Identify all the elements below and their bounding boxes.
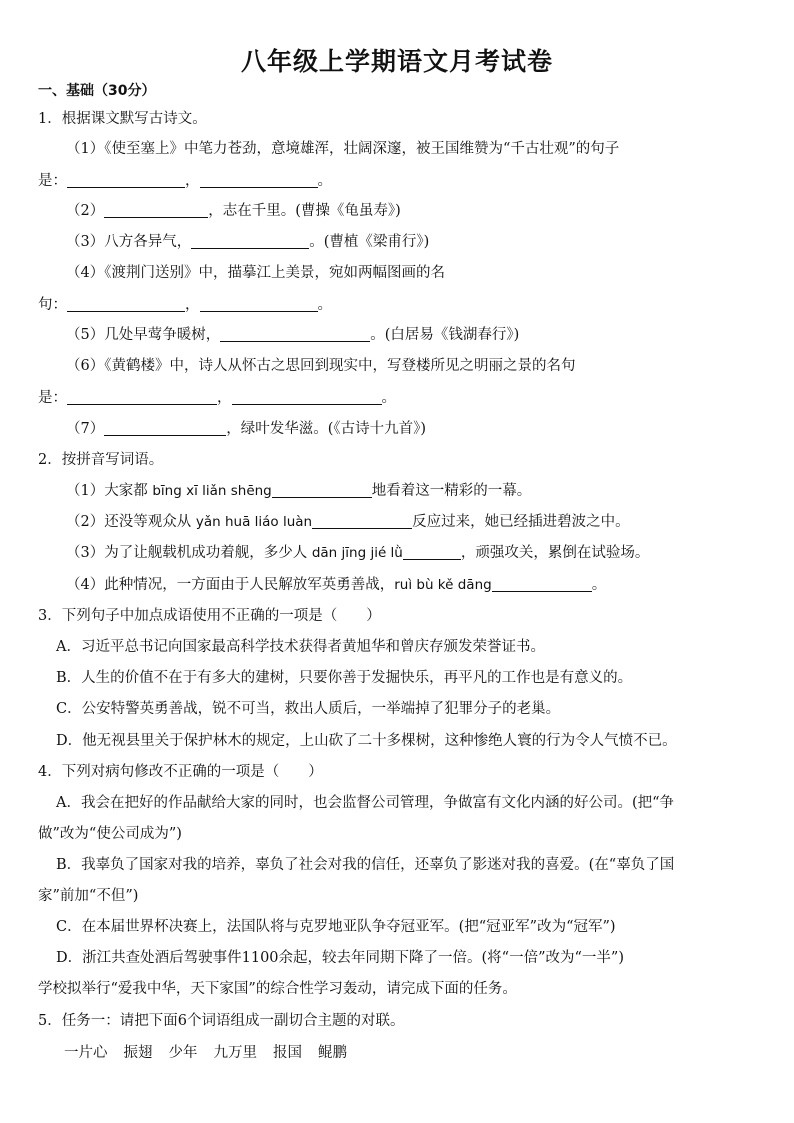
- q1-item3: （3）八方各异气， 。(曹植《梁甫行》): [66, 234, 430, 250]
- q2-item3: （3）为了让舰载机成功着舰，多少人 dān jīng jié lǜ ，顽强攻关，累倒在试验场。: [66, 545, 650, 561]
- q4-option-b-cont: 家”前加“不但”): [38, 888, 139, 904]
- word-item: 鲲鹏: [318, 1045, 347, 1061]
- q4-option-a[interactable]: A．我会在把好的作品献给大家的同时，也会监督公司管理，争做富有文化内涵的好公司。(把“争: [56, 795, 675, 811]
- answer-blank[interactable]: [220, 326, 370, 342]
- q3-option-c[interactable]: C．公安特警英勇善战，锐不可当，救出人质后，一举端掉了犯罪分子的老巢。: [56, 701, 561, 717]
- answer-blank[interactable]: [104, 420, 226, 436]
- q4-option-d[interactable]: D．浙江共查处酒后驾驶事件1100余起，较去年同期下降了一倍。(将“一倍”改为“一半”): [56, 950, 624, 966]
- q1-item7: （7） ，绿叶发华滋。(《古诗十九首》): [66, 421, 427, 437]
- q3-option-a[interactable]: A．习近平总书记向国家最高科学技术获得者黄旭华和曾庆存颁发荣誉证书。: [56, 639, 545, 655]
- answer-blank[interactable]: [104, 202, 208, 218]
- answer-blank[interactable]: [200, 296, 318, 312]
- q1-stem: 1．根据课文默写古诗文。: [38, 111, 207, 127]
- pinyin: yǎn huā liáo luàn: [195, 514, 313, 530]
- q1-item1-answer-line: 是： ， 。: [38, 173, 332, 189]
- q1-item2: （2） ，志在千里。(曹操《龟虽寿》): [66, 203, 401, 219]
- q3-option-d[interactable]: D．他无视县里关于保护林木的规定，上山砍了二十多棵树，这种惨绝人寰的行为令人气愤不已。: [56, 733, 677, 749]
- q3-stem: 3．下列句子中加点成语使用不正确的一项是（ ）: [38, 608, 381, 624]
- q3-option-b[interactable]: B．人生的价值不在于有多大的建树，只要你善于发掘快乐，再平凡的工作也是有意义的。: [56, 670, 633, 686]
- q2-item4: （4）此种情况，一方面由于人民解放军英勇善战，ruì bù kě dāng 。: [66, 577, 607, 593]
- answer-blank[interactable]: [200, 172, 318, 188]
- q1-item1-prompt: （1）《使至塞上》中笔力苍劲，意境雄浑，壮阔深邃，被王国维赞为“千古壮观”的句子: [66, 141, 620, 157]
- answer-blank[interactable]: [492, 576, 592, 592]
- q2-item2: （2）还没等观众从 yǎn huā liáo luàn 反应过来，她已经插进碧波之中。: [66, 514, 630, 530]
- answer-blank[interactable]: [67, 172, 185, 188]
- q4-option-c[interactable]: C．在本届世界杯决赛上，法国队将与克罗地亚队争夺冠亚军。(把“冠亚军”改为“冠军”): [56, 919, 616, 935]
- answer-blank[interactable]: [67, 296, 185, 312]
- answer-blank[interactable]: [191, 233, 309, 249]
- answer-blank[interactable]: [312, 513, 412, 529]
- pinyin: dān jīng jié lǜ: [311, 545, 403, 561]
- q4-option-a-cont: 做”改为“使公司成为”): [38, 826, 182, 842]
- pinyin: ruì bù kě dāng: [394, 577, 492, 593]
- q4-option-b[interactable]: B．我辜负了国家对我的培养，辜负了社会对我的信任，还辜负了影迷对我的喜爱。(在“辜负了国: [56, 857, 675, 873]
- answer-blank[interactable]: [403, 544, 461, 560]
- answer-blank[interactable]: [272, 482, 372, 498]
- q1-item4-prompt: （4）《渡荆门送别》中，描摹江上美景，宛如两幅图画的名: [66, 265, 445, 281]
- answer-blank[interactable]: [67, 389, 217, 405]
- q5-word-list: [64, 1044, 363, 1062]
- activity-intro: 学校拟举行“爱我中华，天下家国”的综合性学习轰动，请完成下面的任务。: [38, 981, 517, 997]
- q1-item6-prompt: （6）《黄鹤楼》中，诗人从怀古之思回到现实中，写登楼所见之明丽之景的名句: [66, 358, 576, 374]
- page-title: 八年级上学期语文月考试卷: [240, 47, 553, 76]
- word-item: 少年: [168, 1045, 198, 1061]
- q5-stem: 5．任务一：请把下面6个词语组成一副切合主题的对联。: [38, 1013, 405, 1029]
- q1-item4-answer-line: 句： ， 。: [38, 297, 332, 313]
- q1-item6-answer-line: 是： ， 。: [38, 390, 396, 406]
- word-item: 九万里: [213, 1045, 257, 1061]
- word-item: 一片心: [64, 1045, 108, 1061]
- answer-blank[interactable]: [232, 389, 382, 405]
- word-item: 报国: [273, 1045, 302, 1061]
- q2-stem: 2．按拼音写词语。: [38, 452, 164, 468]
- section-heading-basics: 一、基础（30分）: [38, 83, 156, 99]
- pinyin: bīng xī liǎn shēng: [152, 483, 272, 499]
- q2-item1: （1）大家都 bīng xī liǎn shēng 地看着这一精彩的一幕。: [66, 483, 532, 499]
- word-item: 振翅: [123, 1045, 153, 1061]
- q1-item5: （5）几处早莺争暖树， 。(白居易《钱湖春行》): [66, 327, 520, 343]
- q4-stem: 4．下列对病句修改不正确的一项是（ ）: [38, 764, 323, 780]
